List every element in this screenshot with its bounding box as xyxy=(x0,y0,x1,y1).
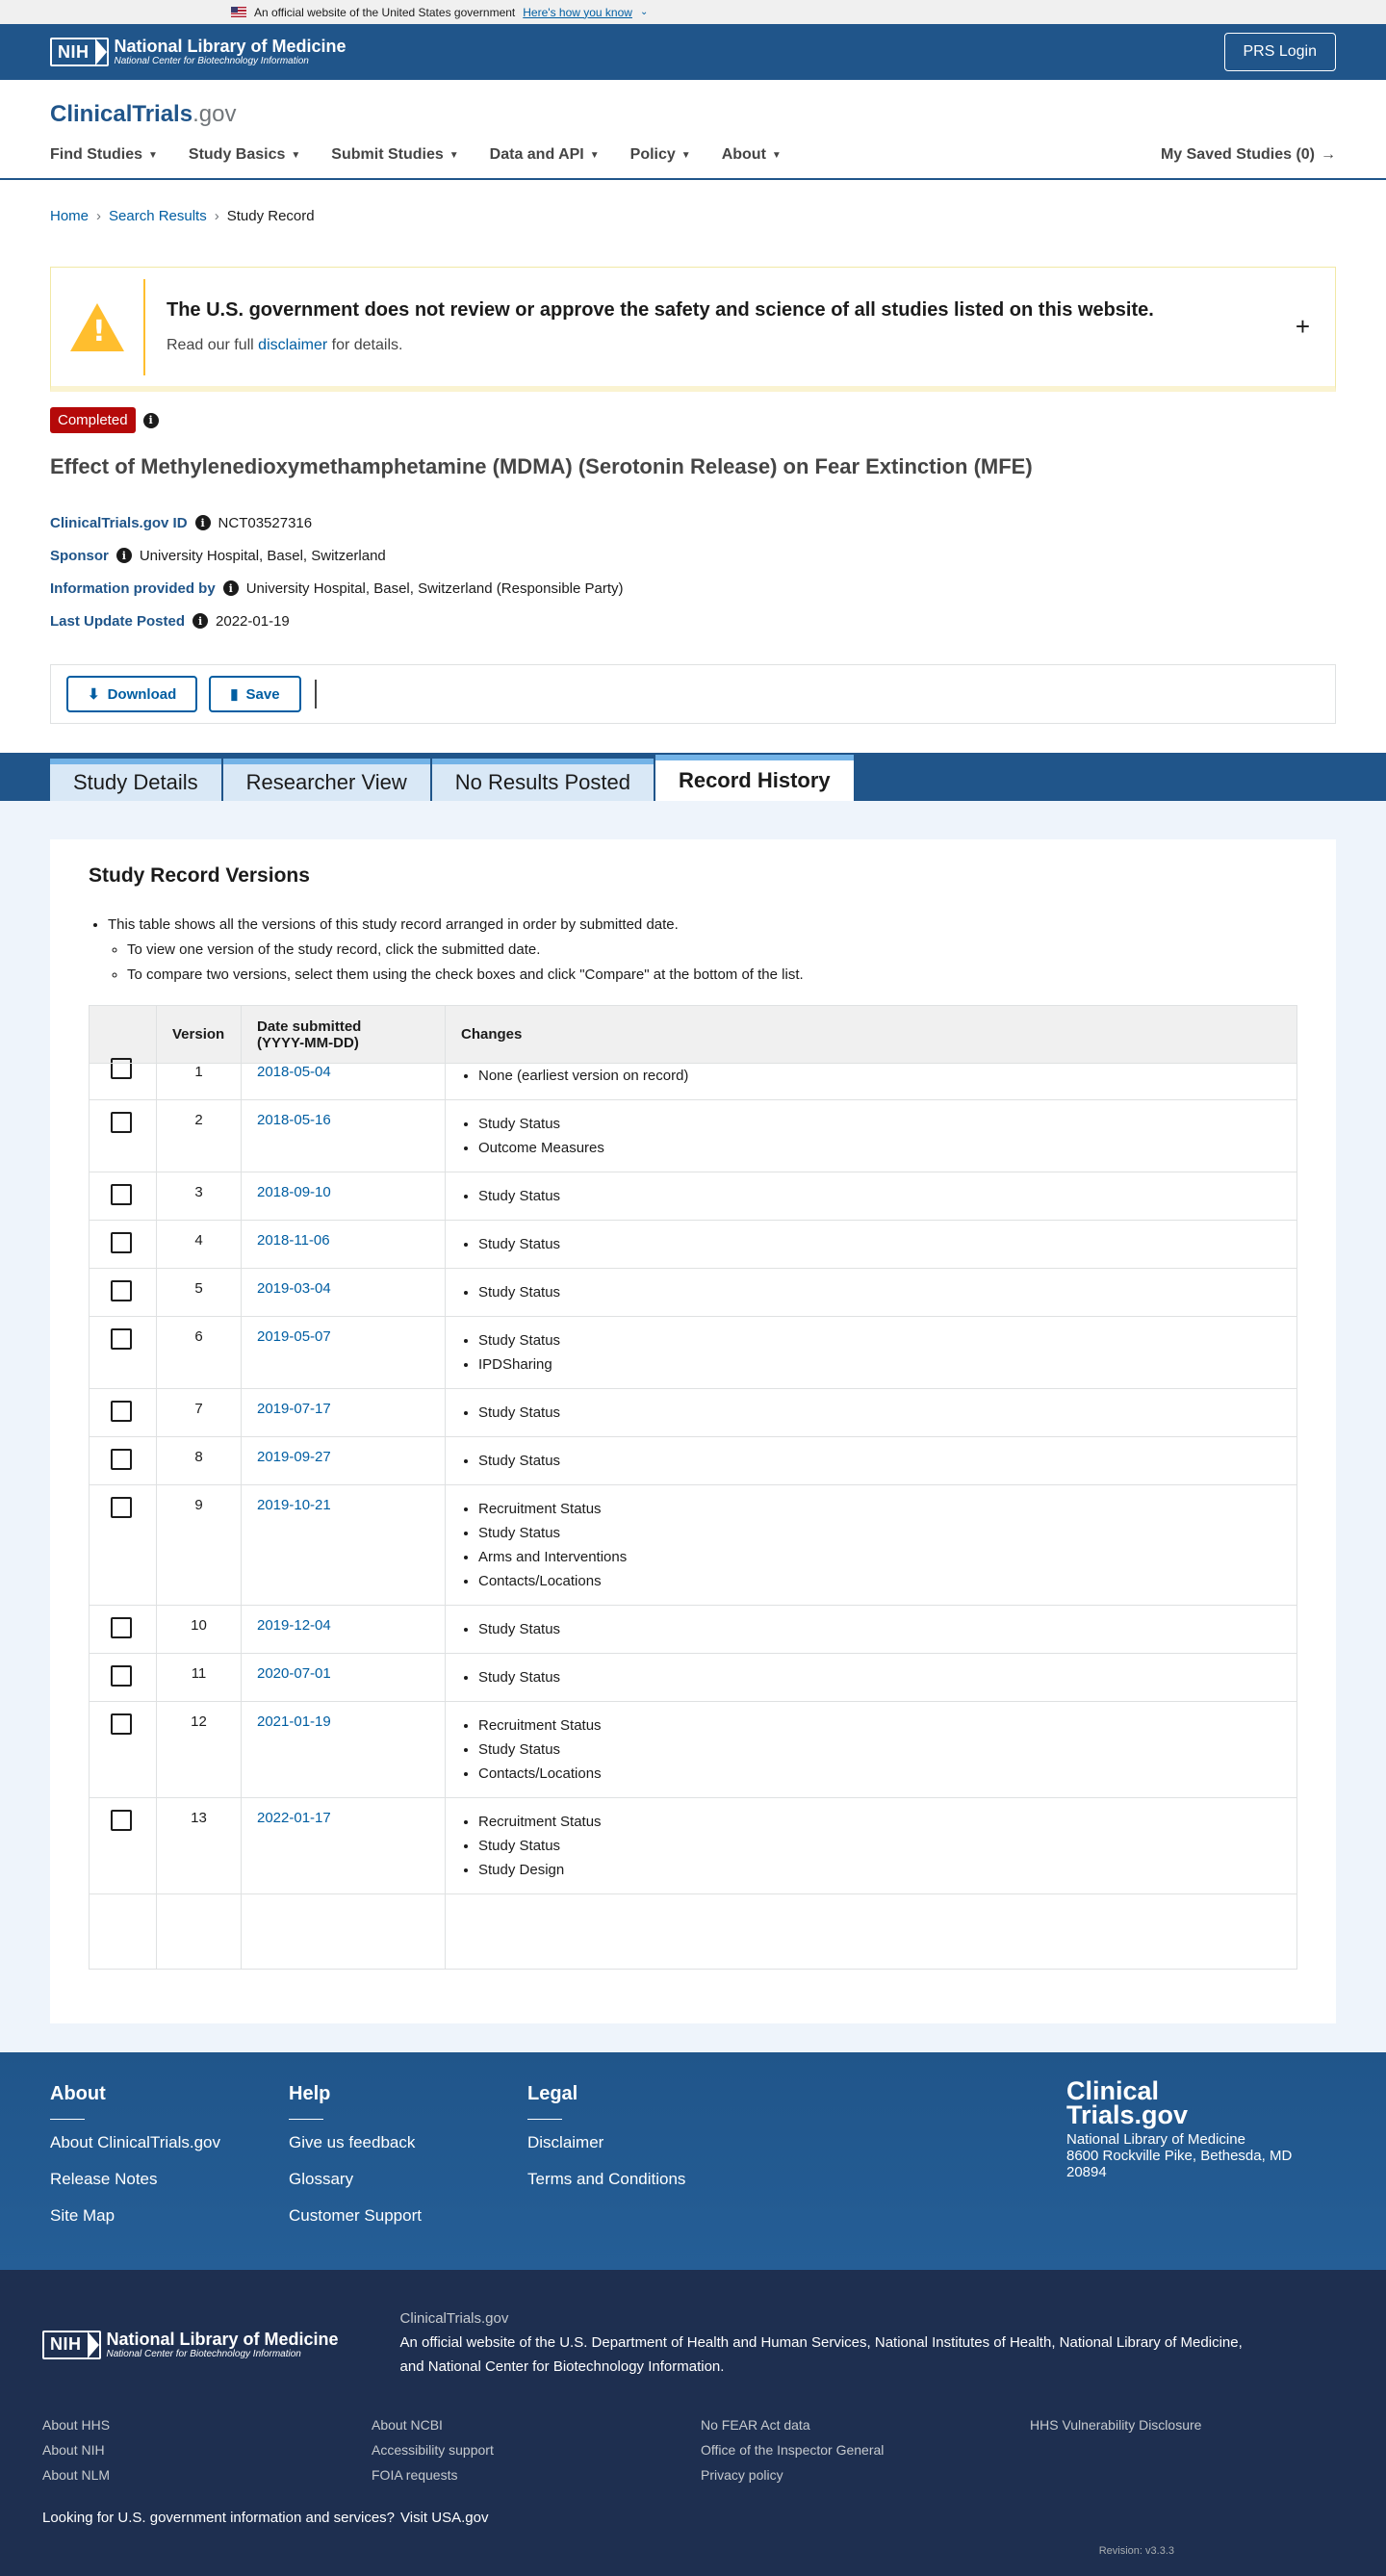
nav-label: About xyxy=(721,146,766,163)
disclaimer-alert xyxy=(50,267,1336,392)
usa-gov-link[interactable]: Visit USA.gov xyxy=(400,2510,489,2526)
footer-link[interactable]: Disclaimer xyxy=(527,2133,604,2151)
changes-cell xyxy=(446,1269,1297,1317)
change-item: • Study Status xyxy=(478,1834,1281,1858)
footer-link[interactable]: Glossary xyxy=(289,2170,354,2188)
version-date-link[interactable]: 2019-07-17 xyxy=(257,1401,331,1417)
nav-label: Study Basics xyxy=(188,146,286,163)
select-cell xyxy=(90,1485,157,1606)
nav-about[interactable] xyxy=(722,146,782,164)
table-row xyxy=(90,1269,1297,1317)
date-cell xyxy=(242,1269,446,1317)
change-item: • Study Status xyxy=(478,1112,1281,1136)
and-text: and xyxy=(399,2358,424,2375)
version-number: 7 xyxy=(157,1389,242,1437)
chevron-down-icon: ▼ xyxy=(291,149,301,161)
download-button[interactable] xyxy=(66,676,197,712)
version-number: 6 xyxy=(157,1317,242,1389)
table-row xyxy=(90,1100,1297,1172)
disclaimer-link[interactable]: disclaimer xyxy=(258,337,328,353)
version-checkbox[interactable] xyxy=(111,1328,132,1350)
changes-cell xyxy=(446,1064,1297,1100)
record-history-section xyxy=(0,801,1386,2052)
meta-label: Sponsor xyxy=(50,547,109,564)
download-label: Download xyxy=(107,685,177,703)
version-number: 12 xyxy=(157,1702,242,1798)
chevron-down-icon: ▼ xyxy=(148,149,158,161)
select-cell xyxy=(90,1798,157,1894)
select-cell xyxy=(90,1100,157,1172)
ncbi-link[interactable]: National Center for Biotechnology Information xyxy=(427,2358,721,2375)
footer-about xyxy=(50,2083,289,2270)
version-number: 11 xyxy=(157,1654,242,1702)
changes-cell xyxy=(446,1485,1297,1606)
disclaimer-pre: Read our full xyxy=(167,337,254,353)
nlm-footer xyxy=(0,2270,1386,2576)
nlm-footer-logo[interactable] xyxy=(42,2310,339,2379)
usa-gov-line xyxy=(42,2510,1344,2526)
chevron-down-icon: ▼ xyxy=(771,149,782,161)
version-date-link[interactable]: 2019-10-21 xyxy=(257,1497,331,1513)
nav-label: Data and API xyxy=(489,146,584,163)
chevron-down-icon: ⌄ xyxy=(639,7,649,17)
date-column-header xyxy=(242,1006,446,1064)
table-row xyxy=(90,1064,1297,1100)
date-cell xyxy=(242,1172,446,1221)
download-icon: ⬇ xyxy=(88,686,100,703)
version-checkbox[interactable] xyxy=(111,1497,132,1518)
version-column-header: Version xyxy=(157,1006,242,1064)
select-cell xyxy=(90,1702,157,1798)
change-item: • Outcome Measures xyxy=(478,1136,1281,1160)
intro-main: This table shows all the versions of this study record arranged in order by submitted date. xyxy=(108,916,679,933)
logo-main: ClinicalTrials xyxy=(50,101,193,127)
footer-logo-line: Trials.gov xyxy=(1066,2100,1189,2129)
nlm-link[interactable]: National Library of Medicine xyxy=(1059,2334,1239,2351)
version-date-link[interactable]: 2019-05-07 xyxy=(257,1328,331,1345)
version-checkbox[interactable] xyxy=(111,1232,132,1253)
footer-link[interactable]: Terms and Conditions xyxy=(527,2170,686,2188)
changes-cell xyxy=(446,1172,1297,1221)
clinicaltrials-logo[interactable] xyxy=(50,80,1336,138)
date-header-line2: (YYYY-MM-DD) xyxy=(257,1034,359,1051)
chevron-down-icon: ▼ xyxy=(589,149,600,161)
nav-find-studies[interactable] xyxy=(50,146,158,164)
changes-cell xyxy=(446,1606,1297,1654)
site-header xyxy=(0,80,1386,180)
study-title: Effect of Methylenedioxymethamphetamine (MDMA) (Serotonin Release) on Fear Extinction (MFE) xyxy=(50,454,1033,478)
saved-studies-link[interactable] xyxy=(1161,146,1336,164)
footer-link[interactable]: About NCBI xyxy=(372,2417,443,2433)
footer-brand xyxy=(1066,2076,1336,2270)
changes-cell xyxy=(446,1798,1297,1894)
version-date-link[interactable]: 2018-11-06 xyxy=(257,1232,330,1249)
table-row xyxy=(90,1172,1297,1221)
info-icon[interactable]: i xyxy=(192,613,208,629)
gov-banner-text: An official website of the United States government xyxy=(254,5,516,19)
date-cell xyxy=(242,1485,446,1606)
footer-link[interactable]: About HHS xyxy=(42,2417,111,2433)
nav-study-basics[interactable] xyxy=(189,146,300,164)
select-cell xyxy=(90,1064,157,1100)
date-cell xyxy=(242,1221,446,1269)
footer-link[interactable]: No FEAR Act data xyxy=(701,2417,810,2433)
version-date-link[interactable]: 2018-09-10 xyxy=(257,1184,331,1200)
ncbi-name: National Center for Biotechnology Information xyxy=(114,56,309,66)
footer-link[interactable]: About ClinicalTrials.gov xyxy=(50,2133,220,2151)
change-item: • Study Status xyxy=(478,1617,1281,1641)
versions-heading: Study Record Versions xyxy=(89,864,310,887)
footer-link[interactable]: Office of the Inspector General xyxy=(701,2442,885,2458)
changes-cell xyxy=(446,1654,1297,1702)
disclaimer-body xyxy=(167,337,1296,354)
info-icon[interactable]: i xyxy=(116,548,132,563)
tab-no-results-posted[interactable]: No Results Posted xyxy=(432,759,654,801)
table-row xyxy=(90,1317,1297,1389)
info-icon[interactable]: i xyxy=(195,515,211,530)
hhs-link[interactable]: U.S. Department of Health and Human Services xyxy=(559,2334,867,2351)
logo-gov: .gov xyxy=(192,101,237,127)
select-cell xyxy=(90,1389,157,1437)
table-row xyxy=(90,1606,1297,1654)
nav-label: Policy xyxy=(629,146,676,163)
change-item: • Study Status xyxy=(478,1738,1281,1762)
select-cell xyxy=(90,1606,157,1654)
change-item: • Arms and Interventions xyxy=(478,1545,1281,1569)
meta-label: Last Update Posted xyxy=(50,612,186,630)
official-text: An official website of the xyxy=(399,2334,556,2351)
status-badge: Completed xyxy=(50,407,136,433)
chevron-down-icon: ▼ xyxy=(449,149,459,161)
change-item: • Study Status xyxy=(478,1184,1281,1208)
footer-heading: Legal xyxy=(527,2083,578,2104)
breadcrumb xyxy=(0,180,1386,228)
select-cell xyxy=(90,1437,157,1485)
chevron-right-icon: › xyxy=(214,207,219,224)
tab-researcher-view[interactable]: Researcher View xyxy=(223,759,430,801)
date-cell xyxy=(242,1437,446,1485)
nih-header xyxy=(0,24,1386,80)
intro-bullet: ◦ To compare two versions, select them using the check boxes and click "Compare" at the bottom of the list. xyxy=(127,963,1297,988)
tab-study-details[interactable]: Study Details xyxy=(50,759,221,801)
study-meta xyxy=(0,487,1386,637)
footer-address: 20894 xyxy=(1066,2164,1107,2180)
change-item: • Study Status xyxy=(478,1665,1281,1689)
changes-cell xyxy=(446,1437,1297,1485)
footer-address: 8600 Rockville Pike, Bethesda, MD xyxy=(1066,2148,1293,2164)
change-item: • Study Status xyxy=(478,1328,1281,1352)
date-cell xyxy=(242,1064,446,1100)
change-item: • Recruitment Status xyxy=(478,1810,1281,1834)
breadcrumb-current: Study Record xyxy=(226,207,315,224)
version-number: 2 xyxy=(157,1100,242,1172)
change-item: • Study Status xyxy=(478,1232,1281,1256)
footer-heading: Help xyxy=(289,2083,331,2104)
ncbi-name: National Center for Biotechnology Information xyxy=(106,2348,301,2359)
meta-value: University Hospital, Basel, Switzerland (Responsible Party) xyxy=(245,580,624,597)
table-spacer-row xyxy=(90,1894,1297,1970)
table-row xyxy=(90,1798,1297,1894)
date-cell xyxy=(242,1798,446,1894)
nlm-name: National Library of Medicine xyxy=(106,2329,339,2349)
version-number: 5 xyxy=(157,1269,242,1317)
action-bar xyxy=(50,664,1336,724)
version-date-link[interactable]: 2019-03-04 xyxy=(257,1280,331,1297)
select-column-header xyxy=(90,1006,157,1064)
changes-cell xyxy=(446,1221,1297,1269)
table-row xyxy=(90,1702,1297,1798)
divider xyxy=(315,680,317,708)
version-date-link[interactable]: 2019-12-04 xyxy=(257,1617,331,1634)
info-icon[interactable]: i xyxy=(143,413,159,428)
footer-link[interactable]: FOIA requests xyxy=(372,2467,458,2483)
version-checkbox[interactable] xyxy=(111,1713,132,1735)
saved-studies-label: My Saved Studies (0) xyxy=(1160,146,1315,163)
footer-help xyxy=(289,2083,527,2270)
version-date-link[interactable]: 2021-01-19 xyxy=(257,1713,331,1730)
footer-link[interactable]: HHS Vulnerability Disclosure xyxy=(1030,2417,1202,2433)
table-row xyxy=(90,1654,1297,1702)
table-row xyxy=(90,1485,1297,1606)
official-website-text: ClinicalTrials.gov An official website of the U.S. Department of Health and Human Services, National Institutes of Health, National Library of Medicine, and National Center for Biotechnology Information. xyxy=(400,2306,1243,2379)
nih-badge-text: NIH xyxy=(50,2334,82,2354)
change-item: • Recruitment Status xyxy=(478,1497,1281,1521)
version-date-link[interactable]: 2019-09-27 xyxy=(257,1449,331,1465)
change-item: • IPDSharing xyxy=(478,1352,1281,1377)
versions-intro xyxy=(89,913,1297,988)
record-tabs xyxy=(0,753,1386,801)
nlm-logo[interactable] xyxy=(50,37,346,67)
change-item: • Study Status xyxy=(478,1401,1281,1425)
nav-data-api[interactable] xyxy=(490,146,600,164)
disclaimer-title: The U.S. government does not review or approve the safety and science of all studies listed on this website. xyxy=(167,299,1154,321)
version-checkbox[interactable] xyxy=(111,1280,132,1301)
version-date-link[interactable]: 2018-05-04 xyxy=(257,1064,331,1080)
disclaimer-post: for details. xyxy=(331,337,403,353)
nav-submit-studies[interactable] xyxy=(331,146,458,164)
select-cell xyxy=(90,1172,157,1221)
footer-link[interactable]: Customer Support xyxy=(289,2206,422,2225)
meta-value: 2022-01-19 xyxy=(216,612,290,630)
version-checkbox[interactable] xyxy=(111,1184,132,1205)
version-date-link[interactable]: 2022-01-17 xyxy=(257,1810,331,1826)
gov-banner-link[interactable]: Here's how you know xyxy=(523,5,632,19)
site-footer xyxy=(0,2052,1386,2270)
change-item: • Contacts/Locations xyxy=(478,1569,1281,1593)
footer-link[interactable]: About NLM xyxy=(42,2467,111,2483)
nav-label: Submit Studies xyxy=(331,146,444,163)
save-button[interactable] xyxy=(209,676,300,712)
version-number: 10 xyxy=(157,1606,242,1654)
arrow-right-icon: → xyxy=(1321,146,1336,163)
footer-legal xyxy=(527,2083,766,2270)
version-date-link[interactable]: 2018-05-16 xyxy=(257,1112,331,1128)
gov-banner xyxy=(0,0,1386,24)
version-checkbox[interactable] xyxy=(111,1810,132,1831)
version-checkbox[interactable] xyxy=(111,1401,132,1422)
footer-heading: About xyxy=(50,2083,106,2104)
change-item: • Study Design xyxy=(478,1858,1281,1882)
us-flag-icon xyxy=(231,7,246,17)
version-checkbox[interactable] xyxy=(111,1058,132,1079)
version-number: 4 xyxy=(157,1221,242,1269)
meta-label: ClinicalTrials.gov ID xyxy=(50,514,188,531)
main-nav xyxy=(50,138,1336,172)
version-number: 13 xyxy=(157,1798,242,1894)
footer-link[interactable]: Accessibility support xyxy=(372,2442,494,2458)
expand-plus-icon[interactable]: + xyxy=(1295,312,1310,341)
changes-cell xyxy=(446,1317,1297,1389)
table-row xyxy=(90,1221,1297,1269)
chevron-right-icon: › xyxy=(96,207,102,224)
intro-bullet: ◦ To view one version of the study record, click the submitted date. xyxy=(127,938,1297,963)
nih-link[interactable]: National Institutes of Health xyxy=(874,2334,1052,2351)
tab-record-history[interactable]: Record History xyxy=(655,755,854,801)
version-checkbox[interactable] xyxy=(111,1665,132,1687)
info-icon[interactable]: i xyxy=(223,580,239,596)
changes-cell xyxy=(446,1389,1297,1437)
table-row xyxy=(90,1437,1297,1485)
footer-link[interactable]: Give us feedback xyxy=(289,2133,416,2151)
changes-column-header: Changes xyxy=(446,1006,1297,1064)
nlm-links xyxy=(42,2417,1344,2483)
breadcrumb-home[interactable]: Home xyxy=(50,207,90,224)
date-cell xyxy=(242,1654,446,1702)
footer-link[interactable]: Release Notes xyxy=(50,2170,158,2188)
date-cell xyxy=(242,1100,446,1172)
date-cell xyxy=(242,1317,446,1389)
version-number: 9 xyxy=(157,1485,242,1606)
warning-icon: ! xyxy=(70,303,124,351)
breadcrumb-search-results[interactable]: Search Results xyxy=(109,207,207,224)
footer-link[interactable]: Privacy policy xyxy=(701,2467,783,2483)
version-number: 8 xyxy=(157,1437,242,1485)
nih-badge-text: NIH xyxy=(58,41,90,62)
change-item: • Recruitment Status xyxy=(478,1713,1281,1738)
date-cell xyxy=(242,1606,446,1654)
date-cell xyxy=(242,1389,446,1437)
change-item: • Study Status xyxy=(478,1280,1281,1304)
select-cell xyxy=(90,1221,157,1269)
version-date-link[interactable]: 2020-07-01 xyxy=(257,1665,331,1682)
revision-text: Revision: v3.3.3 xyxy=(1098,2545,1174,2557)
versions-table xyxy=(89,1005,1297,1970)
version-checkbox[interactable] xyxy=(111,1112,132,1133)
change-item: • Study Status xyxy=(478,1521,1281,1545)
date-cell xyxy=(242,1702,446,1798)
nav-label: Find Studies xyxy=(50,146,142,163)
change-item: • None (earliest version on record) xyxy=(478,1064,1281,1088)
version-number: 1 xyxy=(157,1064,242,1100)
change-item: • Study Status xyxy=(478,1449,1281,1473)
bookmark-icon: ▮ xyxy=(230,686,239,703)
select-cell xyxy=(90,1654,157,1702)
version-checkbox[interactable] xyxy=(111,1617,132,1638)
select-cell xyxy=(90,1317,157,1389)
change-item: • Contacts/Locations xyxy=(478,1762,1281,1786)
chevron-down-icon: ▼ xyxy=(680,149,691,161)
footer-logo-line: Clinical xyxy=(1066,2076,1160,2105)
version-number: 3 xyxy=(157,1172,242,1221)
nlm-name: National Library of Medicine xyxy=(114,37,346,56)
intro-text xyxy=(108,913,1297,988)
meta-value: NCT03527316 xyxy=(218,514,313,531)
changes-cell xyxy=(446,1100,1297,1172)
nih-badge xyxy=(50,38,109,66)
meta-value: University Hospital, Basel, Switzerland xyxy=(139,547,386,564)
footer-link[interactable]: About NIH xyxy=(42,2442,105,2458)
table-row xyxy=(90,1389,1297,1437)
select-cell xyxy=(90,1269,157,1317)
date-header-line1: Date submitted xyxy=(257,1018,362,1035)
save-label: Save xyxy=(245,685,280,703)
meta-label: Information provided by xyxy=(50,580,216,597)
footer-address: National Library of Medicine xyxy=(1066,2131,1245,2148)
footer-link[interactable]: Site Map xyxy=(50,2206,116,2225)
nav-policy[interactable] xyxy=(630,146,691,164)
prs-login-button[interactable]: PRS Login xyxy=(1224,33,1337,71)
footer-logo[interactable] xyxy=(1066,2076,1336,2129)
version-checkbox[interactable] xyxy=(111,1449,132,1470)
site-name: ClinicalTrials.gov xyxy=(399,2310,509,2327)
versions-panel xyxy=(50,839,1336,2023)
usa-gov-text: Looking for U.S. government information and services? xyxy=(42,2510,396,2526)
changes-cell xyxy=(446,1702,1297,1798)
